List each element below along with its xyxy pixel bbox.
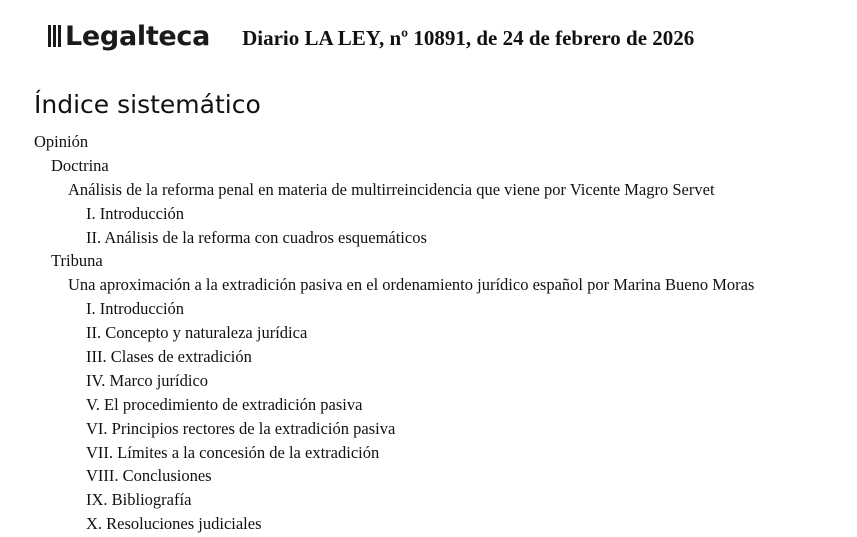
toc-subsection-tribuna: Tribuna [51,251,103,271]
logo-text: Legalteca [65,20,211,52]
toc-subsection-doctrina: Doctrina [51,155,109,175]
toc-chapter-link[interactable]: II. Análisis de la reforma con cuadros esquemáticos [86,227,427,247]
toc-chapter-link[interactable]: I. Introducción [86,299,185,319]
toc-chapter-link[interactable]: II. Concepto y naturaleza jurídica [86,323,308,343]
toc-section-opinion: Opinión [34,132,89,151]
issue-title: Diario LA LEY, nº 10891, de 24 de febrero de 2026 [242,25,695,50]
toc-article-link[interactable]: Análisis de la reforma penal en materia de multirreincidencia que viene por Vicente Magro Servet [68,179,715,199]
toc-chapter-link[interactable]: I. Introducción [86,203,185,223]
toc-chapter-link[interactable]: VII. Límites a la concesión de la extradición [86,442,380,462]
table-of-contents [0,130,857,536]
toc-article-link[interactable]: Una aproximación a la extradición pasiva en el ordenamiento jurídico español por Marina Bueno Moras [68,275,755,295]
toc-chapter-link[interactable]: IV. Marco jurídico [86,370,209,390]
toc-chapter-link[interactable]: V. El procedimiento de extradición pasiva [86,394,363,414]
legalteca-logo[interactable] [48,21,210,52]
toc-chapter-link[interactable]: III. Clases de extradición [86,347,252,367]
toc-chapter-link[interactable]: X. Resoluciones judiciales [86,514,262,534]
index-title: Índice sistemático [34,90,261,119]
toc-chapter-link[interactable]: VIII. Conclusiones [86,466,212,486]
header [48,18,694,54]
logo-bars-icon [48,25,63,47]
toc-chapter-link[interactable]: IX. Bibliografía [86,490,192,510]
toc-chapter-link[interactable]: VI. Principios rectores de la extradición pasiva [86,418,396,438]
